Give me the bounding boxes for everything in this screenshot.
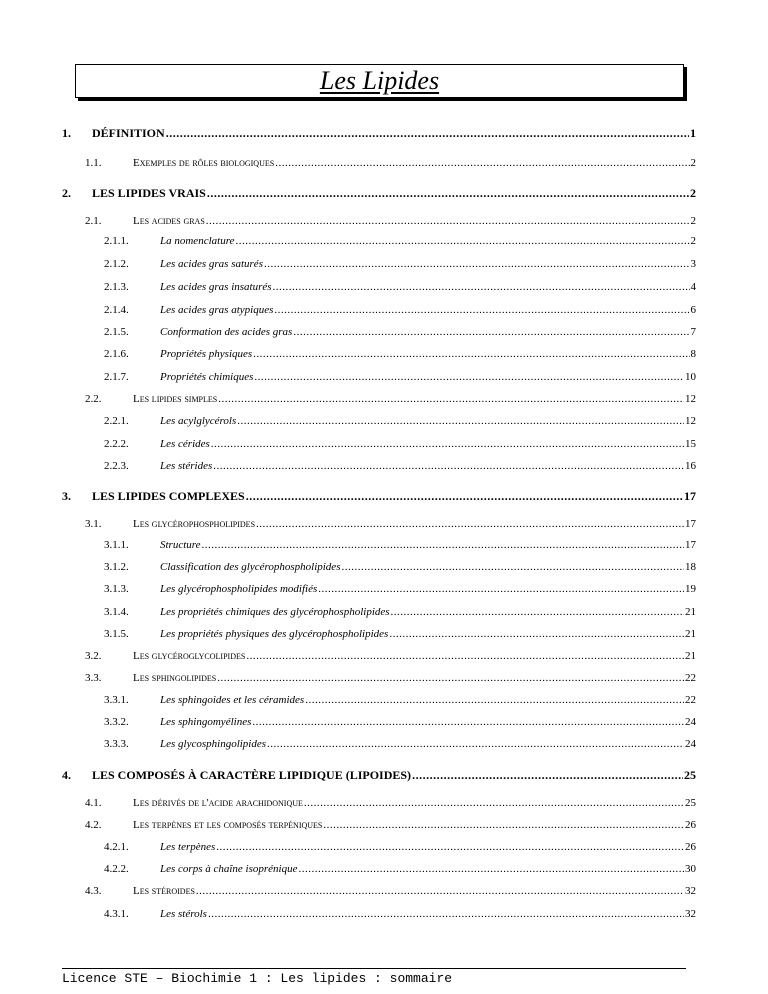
toc-entry-title: Les acides gras — [133, 215, 205, 227]
toc-leader-dots — [318, 581, 684, 597]
toc-leader-dots — [264, 256, 690, 272]
toc-entry[interactable] — [104, 369, 696, 385]
toc-entry[interactable] — [104, 413, 696, 429]
title-box — [75, 64, 684, 98]
toc-entry-number: 2.2.1. — [104, 415, 129, 427]
toc-entry-page: 30 — [685, 863, 696, 875]
toc-leader-dots — [213, 458, 684, 474]
toc-entry-title: Les sphingoides et les céramides — [160, 694, 305, 706]
toc-leader-dots — [254, 369, 684, 385]
toc-leader-dots — [217, 670, 684, 686]
toc-leader-dots — [256, 516, 684, 532]
toc-entry[interactable] — [85, 648, 696, 664]
toc-entry-page: 16 — [685, 460, 696, 472]
toc-leader-dots — [206, 213, 690, 229]
toc-entry[interactable] — [104, 279, 696, 295]
toc-entry[interactable] — [85, 817, 696, 833]
toc-leader-dots — [218, 391, 684, 407]
toc-entry-title: Les stérols — [160, 908, 207, 920]
toc-entry-title: Exemples de rôles biologiques — [133, 157, 275, 169]
toc-entry-number: 2. — [62, 186, 71, 200]
toc-entry-title: DÉFINITION — [92, 126, 165, 140]
page-footer: Licence STE – Biochimie 1 : Les lipides : sommaire — [62, 971, 453, 986]
toc-entry-page: 21 — [685, 628, 696, 640]
toc-entry[interactable] — [85, 795, 696, 811]
toc-entry-number: 2.1.5. — [104, 326, 129, 338]
toc-entry-page: 2 — [690, 215, 696, 227]
toc-entry-page: 19 — [685, 583, 696, 595]
toc-entry-number: 3.3.1. — [104, 694, 129, 706]
toc-leader-dots — [246, 488, 683, 504]
toc-entry-page: 8 — [690, 348, 696, 360]
toc-entry-number: 2.2. — [85, 393, 102, 405]
toc-leader-dots — [202, 537, 684, 553]
toc-leader-dots — [237, 413, 684, 429]
toc-entry-title: Les glycérophospholipides — [133, 518, 256, 530]
toc-entry[interactable] — [104, 839, 696, 855]
toc-entry[interactable] — [104, 436, 696, 452]
toc-entry-title: Les propriétés physiques des glycérophospholipides — [160, 628, 389, 640]
toc-leader-dots — [341, 559, 684, 575]
toc-entry-number: 2.1.7. — [104, 371, 129, 383]
toc-entry-number: 4.3. — [85, 885, 102, 897]
toc-entry[interactable] — [104, 714, 696, 730]
toc-entry-number: 4.3.1. — [104, 908, 129, 920]
toc-entry-page: 12 — [685, 415, 696, 427]
toc-entry-title: Les propriétés chimiques des glycérophospholipides — [160, 606, 390, 618]
toc-entry[interactable] — [62, 125, 696, 141]
toc-entry-title: Les cérides — [160, 438, 210, 450]
toc-entry-page: 7 — [690, 326, 696, 338]
toc-entry-page: 3 — [690, 258, 696, 270]
document-title: Les Lipides — [319, 66, 440, 95]
toc-leader-dots — [298, 861, 684, 877]
toc-entry-number: 2.2.2. — [104, 438, 129, 450]
toc-entry-title: Les lipides simples — [133, 393, 218, 405]
toc-entry-number: 3.3.2. — [104, 716, 129, 728]
toc-entry-page: 26 — [685, 841, 696, 853]
toc-entry[interactable] — [104, 458, 696, 474]
toc-entry-title: Les acides gras insaturés — [160, 281, 272, 293]
toc-entry-title: Les glycéroglycolipides — [133, 650, 246, 662]
toc-entry[interactable] — [104, 559, 696, 575]
toc-entry-number: 3. — [62, 489, 71, 503]
toc-entry[interactable] — [104, 906, 696, 922]
toc-entry[interactable] — [85, 670, 696, 686]
toc-entry[interactable] — [104, 626, 696, 642]
toc-entry[interactable] — [104, 324, 696, 340]
toc-leader-dots — [412, 767, 683, 783]
toc-entry-title: Propriétés physiques — [160, 348, 253, 360]
toc-leader-dots — [196, 883, 684, 899]
toc-entry-title: Les acylglycérols — [160, 415, 237, 427]
toc-leader-dots — [246, 648, 684, 664]
toc-entry[interactable] — [104, 736, 696, 752]
toc-entry-page: 17 — [685, 539, 696, 551]
toc-entry[interactable] — [85, 213, 696, 229]
toc-entry[interactable] — [104, 256, 696, 272]
toc-entry[interactable] — [85, 883, 696, 899]
toc-entry-page: 2 — [690, 157, 696, 169]
toc-entry-page: 4 — [690, 281, 696, 293]
toc-entry-page: 24 — [685, 738, 696, 750]
toc-entry-number: 1.1. — [85, 157, 102, 169]
toc-entry-page: 17 — [684, 489, 696, 503]
toc-leader-dots — [305, 692, 684, 708]
toc-entry-title: Les corps à chaîne isoprénique — [160, 863, 298, 875]
toc-entry-title: Les acides gras saturés — [160, 258, 263, 270]
toc-entry-page: 12 — [685, 393, 696, 405]
toc-entry-title: Les sphingomyélines — [160, 716, 252, 728]
toc-entry-title: LES COMPOSÉS À CARACTÈRE LIPIDIQUE (LIPOIDES) — [92, 768, 412, 782]
toc-entry-title: Les acides gras atypiques — [160, 304, 274, 316]
toc-entry-title: Les dérivés de l'acide arachidonique — [133, 797, 303, 809]
toc-entry-number: 2.1.1. — [104, 235, 129, 247]
toc-entry-page: 24 — [685, 716, 696, 728]
toc-entry-number: 3.1.1. — [104, 539, 129, 551]
toc-leader-dots — [323, 817, 684, 833]
toc-entry[interactable] — [104, 346, 696, 362]
toc-entry[interactable] — [104, 302, 696, 318]
toc-entry-title: Conformation des acides gras — [160, 326, 293, 338]
toc-entry-page: 17 — [685, 518, 696, 530]
toc-entry-number: 3.1.4. — [104, 606, 129, 618]
toc-entry-number: 4.2.1. — [104, 841, 129, 853]
toc-entry-number: 2.1.2. — [104, 258, 129, 270]
toc-entry-title: Les sphingolipides — [133, 672, 217, 684]
toc-leader-dots — [253, 346, 689, 362]
toc-entry-title: LES LIPIDES COMPLEXES — [92, 489, 245, 503]
toc-entry-number: 4.2. — [85, 819, 102, 831]
toc-entry-number: 2.1.6. — [104, 348, 129, 360]
toc-leader-dots — [211, 436, 684, 452]
toc-entry-number: 3.1.5. — [104, 628, 129, 640]
toc-entry-title: Propriétés chimiques — [160, 371, 254, 383]
toc-entry-page: 15 — [685, 438, 696, 450]
toc-leader-dots — [208, 906, 684, 922]
toc-entry[interactable] — [85, 155, 696, 171]
toc-entry[interactable] — [104, 581, 696, 597]
toc-entry[interactable] — [62, 185, 696, 201]
toc-leader-dots — [293, 324, 689, 340]
toc-entry-page: 22 — [685, 672, 696, 684]
toc-leader-dots — [275, 155, 689, 171]
toc-entry[interactable] — [104, 537, 696, 553]
toc-leader-dots — [235, 233, 689, 249]
toc-entry-number: 3.3.3. — [104, 738, 129, 750]
toc-entry[interactable] — [62, 767, 696, 783]
toc-entry-title: Les glycosphingolipides — [160, 738, 267, 750]
toc-entry-page: 22 — [685, 694, 696, 706]
toc-entry-page: 26 — [685, 819, 696, 831]
toc-leader-dots — [389, 626, 684, 642]
toc-entry-number: 4. — [62, 768, 71, 782]
toc-leader-dots — [267, 736, 684, 752]
toc-leader-dots — [252, 714, 684, 730]
toc-entry-number: 4.1. — [85, 797, 102, 809]
toc-leader-dots — [207, 185, 689, 201]
toc-entry-title: Classification des glycérophospholipides — [160, 561, 341, 573]
toc-entry-number: 4.2.2. — [104, 863, 129, 875]
footer-divider — [62, 968, 686, 969]
toc-entry-title: Les stéroides — [133, 885, 195, 897]
toc-entry-number: 2.2.3. — [104, 460, 129, 472]
toc-entry[interactable] — [85, 391, 696, 407]
toc-entry-page: 32 — [685, 885, 696, 897]
toc-entry[interactable] — [104, 692, 696, 708]
toc-entry-page: 1 — [690, 126, 696, 140]
toc-entry-page: 18 — [685, 561, 696, 573]
toc-entry-title: LES LIPIDES VRAIS — [92, 186, 206, 200]
toc-entry-number: 2.1. — [85, 215, 102, 227]
toc-entry-page: 21 — [685, 606, 696, 618]
toc-entry-number: 1. — [62, 126, 71, 140]
toc-entry-number: 2.1.3. — [104, 281, 129, 293]
toc-leader-dots — [391, 604, 684, 620]
toc-entry-page: 25 — [685, 797, 696, 809]
toc-leader-dots — [273, 279, 690, 295]
toc-leader-dots — [166, 125, 689, 141]
toc-entry-title: Les glycérophospholipides modifiés — [160, 583, 318, 595]
toc-entry-title: Les terpènes et les composés terpéniques — [133, 819, 323, 831]
toc-entry-title: Les stérides — [160, 460, 213, 472]
toc-entry-number: 2.1.4. — [104, 304, 129, 316]
toc-entry[interactable] — [104, 604, 696, 620]
toc-entry-number: 3.1.3. — [104, 583, 129, 595]
toc-entry-title: Structure — [160, 539, 201, 551]
toc-leader-dots — [274, 302, 689, 318]
toc-entry-number: 3.1.2. — [104, 561, 129, 573]
toc-entry-title: Les terpènes — [160, 841, 216, 853]
toc-entry-number: 3.2. — [85, 650, 102, 662]
toc-leader-dots — [304, 795, 684, 811]
toc-entry-page: 25 — [684, 768, 696, 782]
toc-entry-page: 21 — [685, 650, 696, 662]
toc-entry-number: 3.1. — [85, 518, 102, 530]
toc-entry[interactable] — [62, 488, 696, 504]
toc-entry-number: 3.3. — [85, 672, 102, 684]
toc-entry-page: 10 — [685, 371, 696, 383]
toc-entry-title: La nomenclature — [160, 235, 235, 247]
toc-leader-dots — [216, 839, 684, 855]
toc-entry[interactable] — [104, 233, 696, 249]
toc-entry[interactable] — [85, 516, 696, 532]
toc-entry-page: 6 — [690, 304, 696, 316]
toc-entry-page: 2 — [690, 186, 696, 200]
toc-entry-page: 2 — [690, 235, 696, 247]
toc-entry-page: 32 — [685, 908, 696, 920]
toc-entry[interactable] — [104, 861, 696, 877]
